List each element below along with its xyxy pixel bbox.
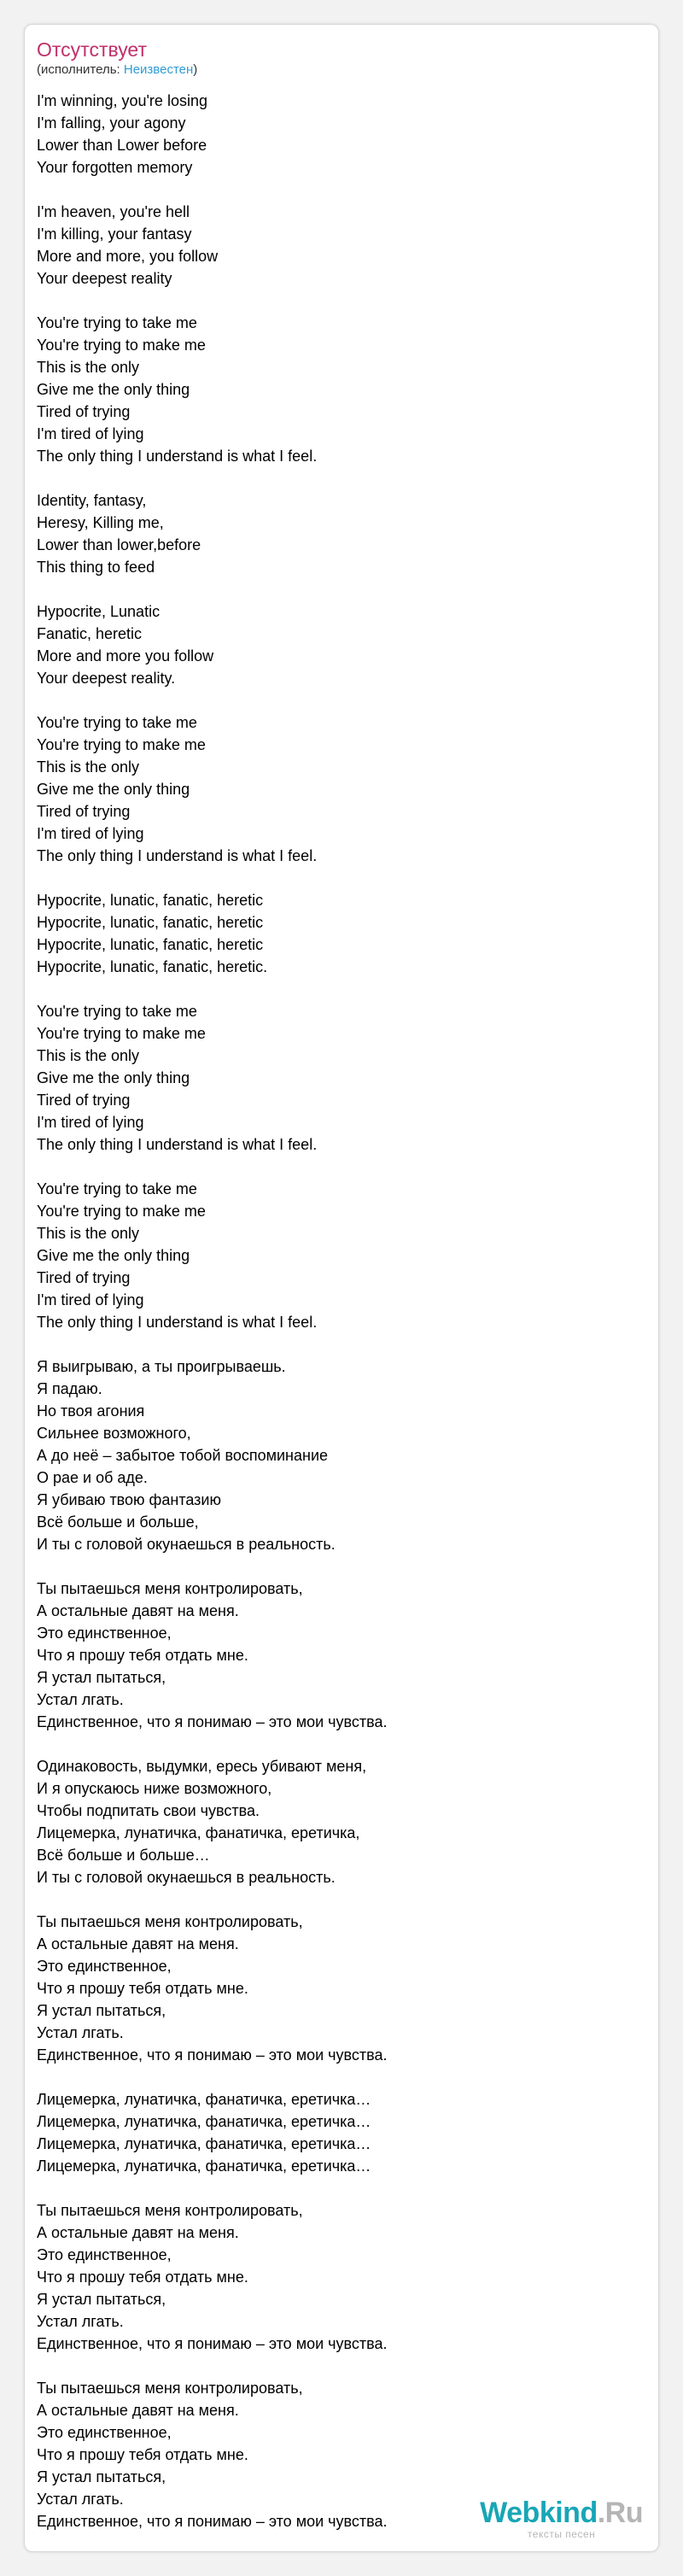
lyric-line: Устал лгать. <box>37 2024 124 2041</box>
lyric-line: Я выигрываю, а ты проигрываешь. <box>37 1358 286 1375</box>
lyric-stanza <box>37 600 634 689</box>
lyric-line: This is the only <box>37 1225 140 1242</box>
lyric-line: I'm tired of lying <box>37 1114 144 1131</box>
lyric-line: И я опускаюсь ниже возможного, <box>37 1780 272 1797</box>
lyric-line: I'm winning, you're losing <box>37 92 207 109</box>
lyric-stanza <box>37 711 634 867</box>
lyric-line: Чтобы подпитать свои чувства. <box>37 1802 260 1819</box>
lyric-line: Hypocrite, lunatic, fanatic, heretic <box>37 914 264 931</box>
lyric-line: You're trying to take me <box>37 714 197 731</box>
lyric-line: Лицемерка, лунатичка, фанатичка, еретичка… <box>37 2135 371 2152</box>
lyric-line: Tired of trying <box>37 803 131 820</box>
lyric-line: Я устал пытаться, <box>37 2002 166 2019</box>
lyric-stanza <box>37 201 634 290</box>
logo-name: Webkind <box>480 2497 598 2529</box>
lyric-line: The only thing I understand is what I feel. <box>37 448 318 465</box>
lyric-line: Hypocrite, lunatic, fanatic, heretic <box>37 936 264 953</box>
lyric-line: Tired of trying <box>37 403 131 420</box>
lyric-line: This is the only <box>37 359 140 376</box>
logo-tld: .Ru <box>597 2497 643 2529</box>
lyric-line: А до неё – забытое тобой воспоминание <box>37 1447 329 1464</box>
lyric-stanza <box>37 1755 634 1888</box>
lyric-line: Hypocrite, Lunatic <box>37 603 161 620</box>
lyric-line: Hypocrite, lunatic, fanatic, heretic <box>37 892 264 909</box>
lyric-line: The only thing I understand is what I feel. <box>37 1136 318 1153</box>
lyric-line: Я устал пытаться, <box>37 1669 166 1686</box>
lyric-line: The only thing I understand is what I feel. <box>37 847 318 864</box>
lyric-line: More and more, you follow <box>37 248 219 265</box>
lyric-line: Единственное, что я понимаю – это мои чувства. <box>37 2513 388 2530</box>
lyric-line: You're trying to make me <box>37 1025 206 1042</box>
lyric-line: Я устал пытаться, <box>37 2291 166 2308</box>
song-title: Отсутствует <box>37 38 147 61</box>
lyric-line: Это единственное, <box>37 1625 172 1642</box>
lyric-line: Лицемерка, лунатичка, фанатичка, еретичка, <box>37 1824 360 1841</box>
lyric-line: More and more you follow <box>37 647 214 664</box>
lyric-stanza <box>37 489 634 578</box>
lyric-line: Лицемерка, лунатичка, фанатичка, еретичка… <box>37 2091 371 2108</box>
lyric-line: О рае и об аде. <box>37 1469 148 1486</box>
artist-line <box>37 61 197 79</box>
lyric-line: Я убиваю твою фантазию <box>37 1491 221 1508</box>
lyric-line: Identity, fantasy, <box>37 492 147 509</box>
lyric-line: This thing to feed <box>37 559 155 576</box>
lyric-line: Your deepest reality <box>37 270 172 287</box>
lyric-line: Ты пытаешься меня контролировать, <box>37 1580 303 1597</box>
site-logo[interactable] <box>480 2498 643 2539</box>
lyric-line: Hypocrite, lunatic, fanatic, heretic. <box>37 958 268 975</box>
lyric-line: Ты пытаешься меня контролировать, <box>37 2380 303 2397</box>
lyric-line: I'm tired of lying <box>37 1291 144 1308</box>
lyric-line: I'm tired of lying <box>37 825 144 842</box>
lyric-line: I'm killing, your fantasy <box>37 225 192 243</box>
lyric-line: I'm tired of lying <box>37 425 144 442</box>
lyric-line: Это единственное, <box>37 2424 172 2441</box>
lyric-line: Что я прошу тебя отдать мне. <box>37 2269 248 2286</box>
lyric-line: Единственное, что я понимаю – это мои чувства. <box>37 2046 388 2064</box>
lyric-line: Я устал пытаться, <box>37 2468 166 2485</box>
lyric-line: Lower than Lower before <box>37 137 207 154</box>
lyric-stanza <box>37 1578 634 1733</box>
lyric-stanza <box>37 1178 634 1333</box>
lyric-line: И ты с головой окунаешься в реальность. <box>37 1869 336 1886</box>
lyric-line: Устал лгать. <box>37 2313 124 2330</box>
lyric-line: I'm falling, your agony <box>37 114 186 132</box>
lyric-line: Это единственное, <box>37 2246 172 2263</box>
artist-link[interactable]: Неизвестен <box>123 62 194 77</box>
lyric-line: Устал лгать. <box>37 1691 124 1708</box>
lyric-stanza <box>37 1911 634 2066</box>
lyric-line: Heresy, Killing me, <box>37 514 164 531</box>
lyric-stanza <box>37 1355 634 1555</box>
lyric-line: Всё больше и больше… <box>37 1847 210 1864</box>
lyric-line: You're trying to take me <box>37 1180 197 1197</box>
lyric-line: А остальные давят на меня. <box>37 2402 239 2419</box>
lyric-stanza <box>37 2199 634 2355</box>
lyric-line: Я падаю. <box>37 1380 102 1397</box>
artist-suffix: ) <box>193 62 198 77</box>
lyric-line: А остальные давят на меня. <box>37 2224 239 2241</box>
lyric-stanza <box>37 312 634 467</box>
lyric-line: Tired of trying <box>37 1092 131 1109</box>
lyric-line: Fanatic, heretic <box>37 625 143 642</box>
lyric-stanza <box>37 1000 634 1156</box>
lyric-line: You're trying to take me <box>37 1003 197 1020</box>
lyric-line: Но твоя агония <box>37 1402 145 1420</box>
lyric-line: Всё больше и больше, <box>37 1513 199 1531</box>
lyric-line: Ты пытаешься меня контролировать, <box>37 1913 303 1930</box>
lyric-line: You're trying to make me <box>37 1203 206 1220</box>
lyric-stanza <box>37 889 634 978</box>
lyric-line: Lower than lower,before <box>37 536 201 553</box>
lyric-line: You're trying to take me <box>37 314 197 331</box>
lyric-line: I'm heaven, you're hell <box>37 203 190 220</box>
lyric-line: Что я прошу тебя отдать мне. <box>37 1980 248 1997</box>
lyric-line: Единственное, что я понимаю – это мои чувства. <box>37 2335 388 2352</box>
lyric-line: This is the only <box>37 1047 140 1064</box>
lyric-line: А остальные давят на меня. <box>37 1935 239 1952</box>
lyric-line: Your deepest reality. <box>37 670 176 687</box>
lyric-line: Tired of trying <box>37 1269 131 1286</box>
lyric-line: Give me the only thing <box>37 381 190 398</box>
lyric-line: Что я прошу тебя отдать мне. <box>37 2446 248 2463</box>
lyric-line: This is the only <box>37 758 140 776</box>
logo-wordmark <box>480 2498 643 2527</box>
lyric-line: You're trying to make me <box>37 337 206 354</box>
lyric-line: Лицемерка, лунатичка, фанатичка, еретичка… <box>37 2157 371 2175</box>
lyric-line: Ты пытаешься меня контролировать, <box>37 2202 303 2219</box>
artist-prefix: (исполнитель: <box>37 62 124 77</box>
lyrics-card <box>24 24 659 2552</box>
lyric-line: Give me the only thing <box>37 1247 190 1264</box>
lyric-line: Лицемерка, лунатичка, фанатичка, еретичка… <box>37 2113 371 2130</box>
lyric-line: И ты с головой окунаешься в реальность. <box>37 1536 336 1553</box>
lyric-line: The only thing I understand is what I feel. <box>37 1314 318 1331</box>
lyrics-text <box>37 90 634 2552</box>
lyric-line: Your forgotten memory <box>37 159 193 176</box>
lyric-line: Give me the only thing <box>37 1069 190 1086</box>
lyric-stanza <box>37 2088 634 2177</box>
lyric-line: Это единственное, <box>37 1958 172 1975</box>
lyric-line: А остальные давят на меня. <box>37 1602 239 1619</box>
lyric-line: Устал лгать. <box>37 2491 124 2508</box>
lyric-line: Give me the only thing <box>37 781 190 798</box>
lyric-line: Одинаковость, выдумки, ересь убивают меня, <box>37 1758 367 1775</box>
lyric-line: You're trying to make me <box>37 736 206 753</box>
lyric-stanza <box>37 90 634 179</box>
lyric-line: Единственное, что я понимаю – это мои чувства. <box>37 1713 388 1730</box>
lyric-line: Что я прошу тебя отдать мне. <box>37 1647 248 1664</box>
logo-tagline: тексты песен <box>527 2528 596 2540</box>
lyric-line: Сильнее возможного, <box>37 1425 191 1442</box>
